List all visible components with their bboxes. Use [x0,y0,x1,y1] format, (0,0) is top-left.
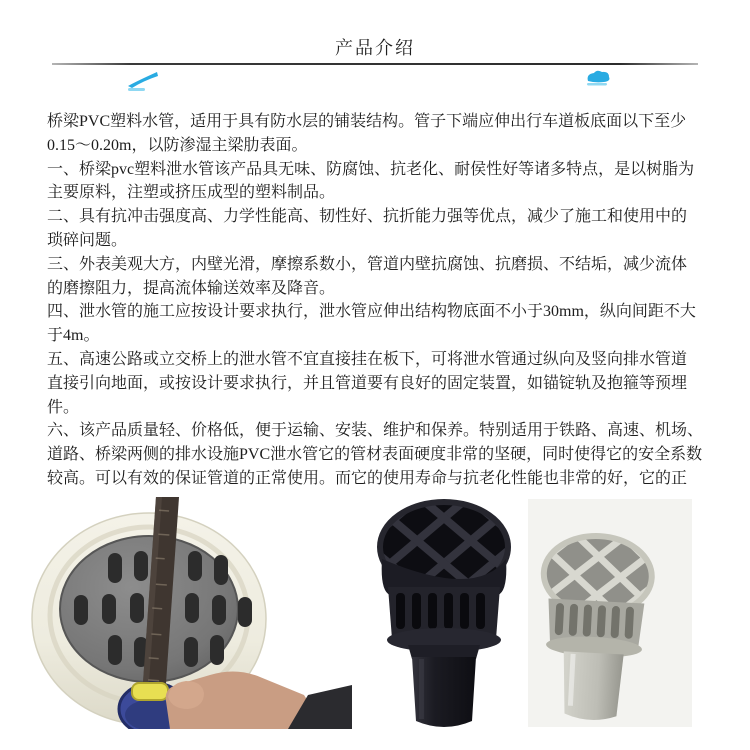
text-line: 0.15～0.20m，以防渗湿主梁肋表面。 [47,136,308,154]
product-photos [20,497,750,729]
cloud-icon [583,69,613,89]
text-line: 较高。可以有效的保证管道的正常使用。而它的使用寿命与抗老化性能也非常的好，它的正 [47,469,688,487]
black-drain-pipe [356,499,546,727]
text-line: 桥梁PVC塑料水管，适用于具有防水层的铺装结构。管子下端应伸出行车道板底面以下至少 [47,113,687,130]
drain-grate-measurement-photo [20,497,352,729]
swoosh-icon [127,71,163,93]
text-line: 件。 [47,398,80,416]
text-line: 直接引向地面，或按设计要求执行，并且管道要有良好的固定装置，如锚锭轨及抱箍等预埋 [47,374,688,392]
text-line: 于4m。 [47,327,100,345]
text-line: 六、该产品质量轻、价格低，便于运输、安装、维护和保养。特别适用于铁路、高速、机场、 [47,422,704,440]
product-description [47,110,712,491]
text-line: 一、桥梁pvc塑料泄水管该产品具无味、防腐蚀、抗老化、耐侯性好等诸多特点，是以树脂为 [47,160,695,178]
gray-pipe-collar [546,598,645,659]
text-line: 四、泄水管的施工应按设计要求执行，泄水管应伸出结构物底面不小于30mm，纵向间距不大 [47,303,696,321]
pvc-drain-pipes-photo [356,499,692,727]
text-line: 的磨擦阻力，提高流体输送效率及降音。 [47,279,336,297]
page-title: 产品介绍 [335,38,415,58]
text-line: 道路、桥梁两侧的排水设施PVC泄水管它的管材表面硬度非常的坚硬，同时使得它的安全系数 [47,446,703,464]
text-line: 主要原料，注塑或挤压成型的塑料制品。 [47,184,336,202]
icon-strip [0,65,750,107]
header [0,0,750,65]
text-line: 琐碎问题。 [47,231,128,249]
tape-measure-button [132,683,168,700]
text-line: 二、具有抗冲击强度高、力学性能高、韧性好、抗折能力强等优点，减少了施工和使用中的 [47,208,688,226]
text-line: 五、高速公路或立交桥上的泄水管不宜直接挂在板下，可将泄水管通过纵向及竖向排水管道 [47,350,688,368]
black-pipe-collar [387,587,501,652]
text-line: 三、外表美观大方，内壁光滑，摩擦系数小，管道内壁抗腐蚀、抗磨损、不结垢，减少流体 [47,255,688,273]
